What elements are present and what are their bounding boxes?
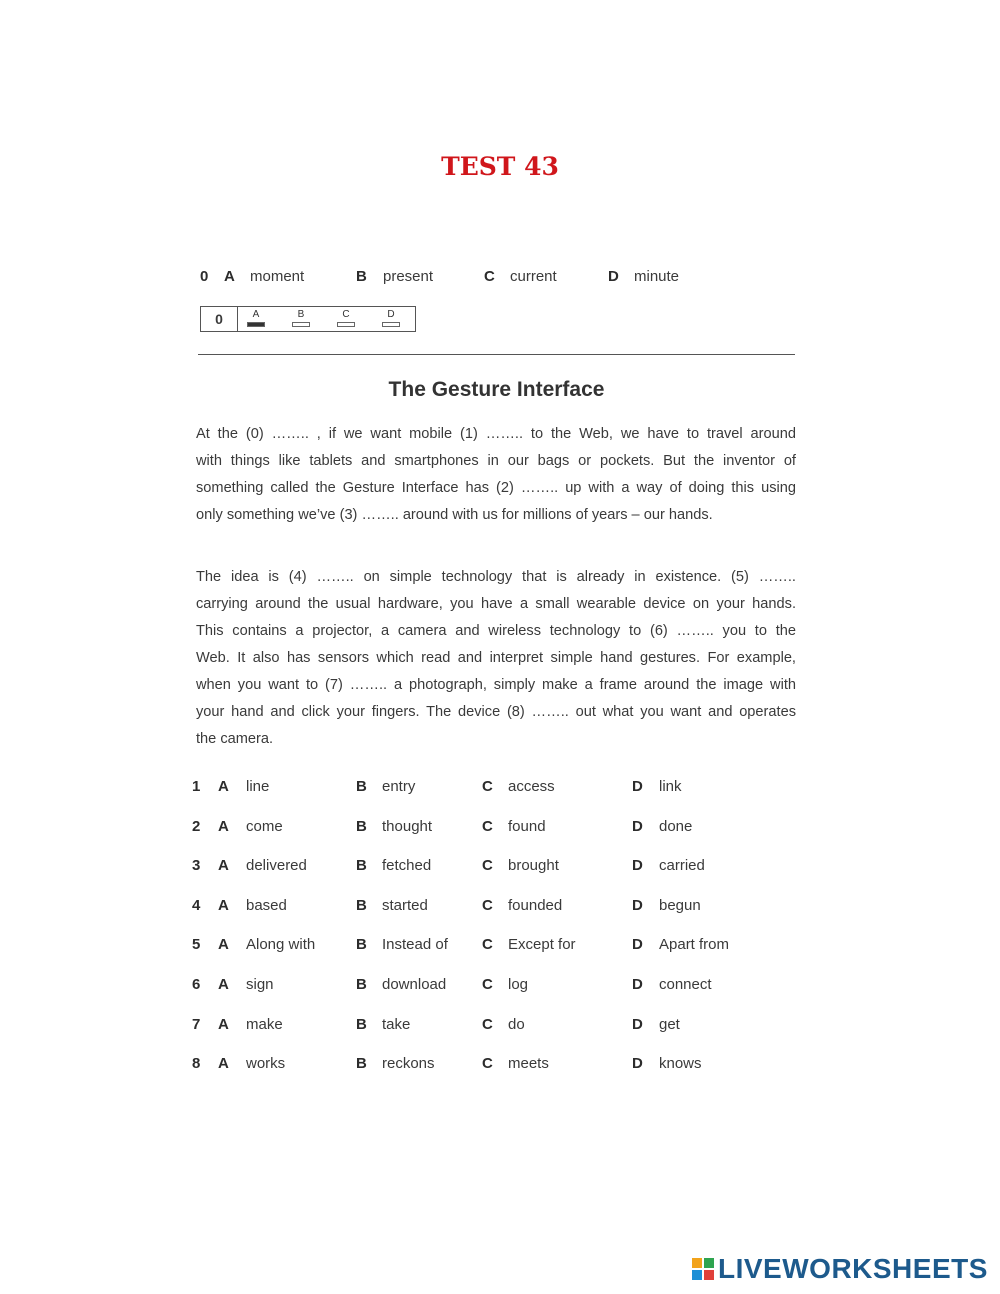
option-letter: D (632, 1015, 643, 1033)
option-letter: A (218, 1015, 229, 1033)
question-row (186, 972, 746, 1012)
option-letter: B (356, 778, 367, 795)
question-number: 7 (192, 1015, 201, 1033)
option-letter: A (218, 857, 229, 875)
paragraph-line: This contains a projector, a camera and wireless technology to (6) …….. you to the (196, 623, 796, 639)
option-b: entry (382, 778, 416, 795)
option-letter: C (482, 778, 493, 795)
question-number: 8 (192, 1055, 201, 1073)
paragraph-line: The idea is (4) …….. on simple technology that is already in existence. (5) …….. (196, 569, 796, 585)
passage-heading: The Gesture Interface (388, 378, 605, 401)
question-number: 2 (192, 817, 201, 835)
question-row (186, 1051, 746, 1091)
option-a: works (246, 1055, 286, 1073)
paragraph-line: with things like tablets and smartphones in our bags or pockets. But the inventor of (196, 453, 796, 469)
option-b: thought (382, 817, 433, 835)
question-options-list (186, 774, 746, 1091)
option-d: begun (659, 896, 701, 914)
logo-text: LIVEWORKSHEETS (718, 1253, 988, 1284)
option-c: brought (508, 857, 559, 875)
option-letter: B (356, 936, 367, 954)
option-b: take (382, 1015, 411, 1033)
option-letter: B (356, 1055, 367, 1073)
option-letter: B (356, 1015, 367, 1033)
question-row (186, 1012, 746, 1052)
option-d: carried (659, 857, 705, 875)
option-letter: A (218, 896, 229, 914)
answer-option-b: B (291, 309, 311, 327)
option-letter: A (224, 268, 235, 285)
divider-line (198, 354, 795, 355)
answer-mark-empty (382, 322, 400, 327)
option-letter: B (356, 817, 367, 835)
option-letter: D (632, 936, 643, 954)
example-option-a: moment (250, 268, 305, 285)
option-letter: A (218, 936, 229, 954)
option-b: started (382, 896, 428, 914)
example-number: 0 (200, 268, 209, 285)
option-a: delivered (246, 857, 307, 875)
answer-option-a: A (246, 309, 266, 327)
question-number: 1 (192, 778, 201, 795)
option-d: connect (659, 975, 712, 993)
option-c: found (508, 817, 546, 835)
option-a: make (246, 1015, 283, 1033)
option-d: link (659, 778, 682, 795)
question-number: 3 (192, 857, 201, 875)
option-b: reckons (382, 1055, 435, 1073)
paragraph-line: carrying around the usual hardware, you have a small wearable device on your hands. (196, 596, 796, 612)
question-row (186, 774, 746, 814)
option-b: fetched (382, 857, 432, 875)
option-letter: A (218, 1055, 229, 1073)
example-answer-box (200, 306, 416, 332)
paragraph-line: your hand and click your fingers. The device (8) …….. out what you want and operates (196, 704, 796, 720)
option-letter: A (218, 817, 229, 835)
option-letter: C (482, 1015, 493, 1033)
logo-icon (692, 1258, 714, 1280)
paragraph-line: something called the Gesture Interface has (2) …….. up with a way of doing this using (196, 480, 796, 496)
option-c: founded (508, 896, 563, 914)
option-a: Along with (246, 936, 316, 954)
option-letter: C (482, 896, 493, 914)
option-c: do (508, 1015, 525, 1033)
option-letter: D (608, 268, 619, 285)
example-option-b: present (383, 268, 434, 285)
question-number: 6 (192, 975, 201, 993)
option-letter: C (482, 975, 493, 993)
option-letter: C (482, 1055, 493, 1073)
option-letter: B (356, 857, 367, 875)
option-letter: D (632, 1055, 643, 1073)
option-letter: D (632, 975, 643, 993)
question-number: 4 (192, 896, 201, 914)
option-letter: D (632, 896, 643, 914)
option-letter: B (356, 268, 367, 285)
option-d: Apart from (659, 936, 730, 954)
option-letter: B (356, 896, 367, 914)
question-row (186, 893, 746, 933)
paragraph-line: At the (0) …….. , if we want mobile (1) …….. to the Web, we have to travel around (196, 426, 796, 442)
question-row (186, 853, 746, 893)
paragraph-line: the camera. (196, 731, 274, 747)
option-letter: C (482, 817, 493, 835)
option-a: line (246, 778, 270, 795)
option-letter: C (484, 268, 495, 285)
option-c: access (508, 778, 555, 795)
option-letter: B (356, 975, 367, 993)
option-a: based (246, 896, 287, 914)
option-d: knows (659, 1055, 702, 1073)
option-letter: A (218, 778, 229, 795)
option-c: meets (508, 1055, 549, 1073)
example-option-c: current (510, 268, 557, 285)
option-d: get (659, 1015, 680, 1033)
option-d: done (659, 817, 693, 835)
option-letter: C (482, 857, 493, 875)
question-number: 5 (192, 936, 201, 954)
answer-mark-filled (247, 322, 265, 327)
test-title: TEST 43 (441, 152, 559, 181)
option-letter: C (482, 936, 493, 954)
option-letter: D (632, 817, 643, 835)
option-b: Instead of (382, 936, 448, 954)
paragraph-2 (196, 564, 796, 753)
option-c: log (508, 975, 529, 993)
option-letter: D (632, 778, 643, 795)
example-option-d: minute (634, 268, 680, 285)
option-a: sign (246, 975, 274, 993)
question-row (186, 932, 746, 972)
answer-mark-empty (292, 322, 310, 327)
option-a: come (246, 817, 283, 835)
option-b: download (382, 975, 447, 993)
answer-mark-empty (337, 322, 355, 327)
paragraph-line: only something we’ve (3) …….. around with us for millions of years – our hands. (196, 507, 713, 523)
option-letter: D (632, 857, 643, 875)
liveworksheets-logo (692, 1254, 988, 1284)
question-row (186, 814, 746, 854)
example-row (198, 268, 718, 294)
paragraph-1 (196, 421, 796, 529)
option-c: Except for (508, 936, 576, 954)
answer-option-d: D (381, 309, 401, 327)
answer-box-number: 0 (201, 307, 238, 331)
paragraph-line: Web. It also has sensors which read and interpret simple hand gestures. For example, (196, 650, 796, 666)
paragraph-line: when you want to (7) …….. a photograph, simply make a frame around the image with (196, 677, 796, 693)
answer-option-c: C (336, 309, 356, 327)
option-letter: A (218, 975, 229, 993)
